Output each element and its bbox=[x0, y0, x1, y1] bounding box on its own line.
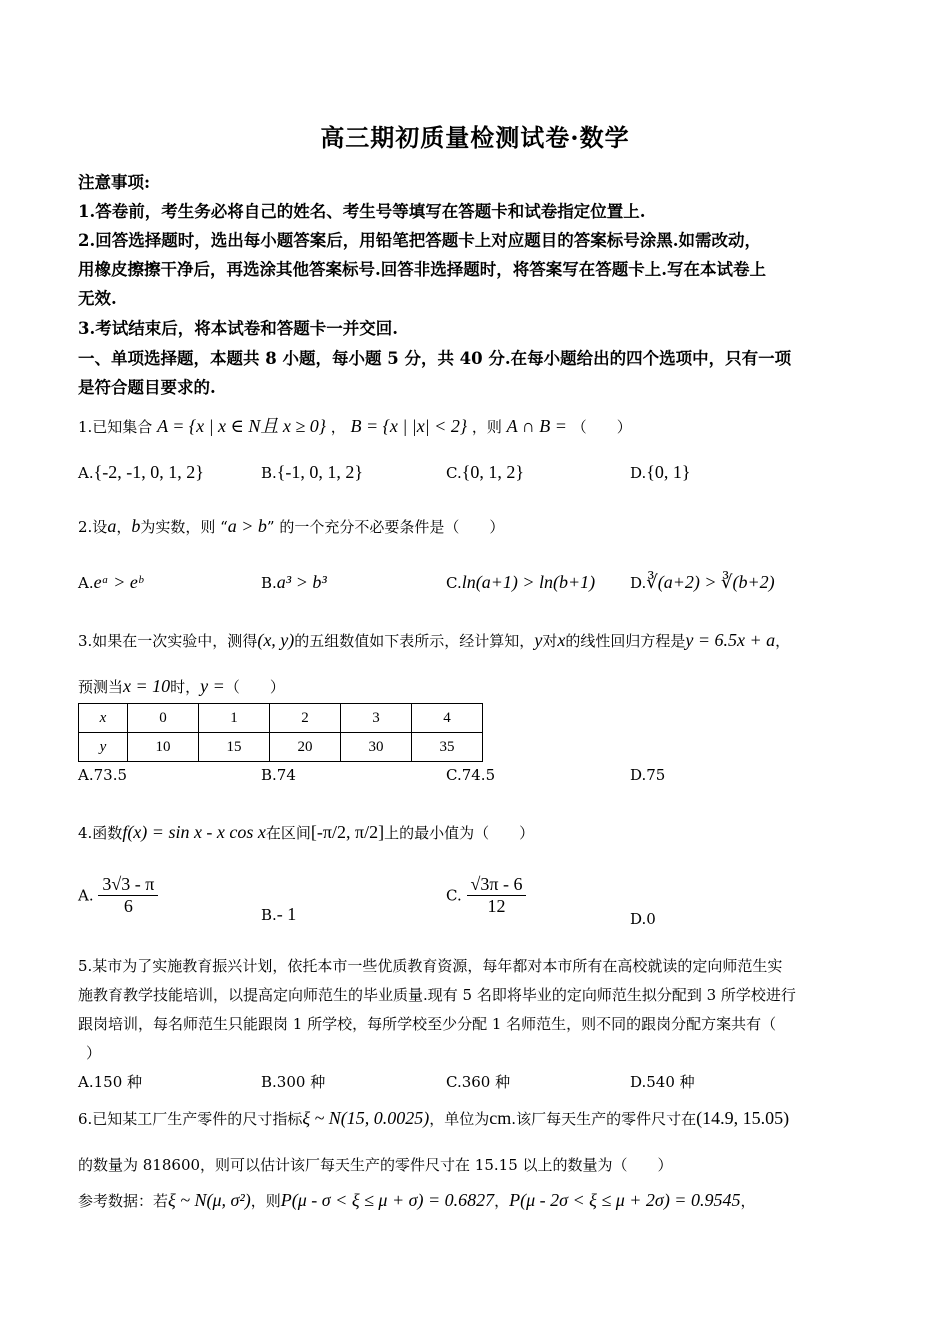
q2-option-c: C.ln(a+1) > ln(b+1) bbox=[446, 572, 596, 592]
q1-option-b: B.{-1, 0, 1, 2} bbox=[261, 462, 364, 482]
notice-item-1: 1.答卷前，考生务必将自己的姓名、考生号等填写在答题卡和试卷指定位置上. bbox=[78, 202, 646, 221]
q3-option-d: D.75 bbox=[630, 766, 666, 784]
question-3-line-1: 3.如果在一次实验中，测得(x, y)的五组数值如下表所示，经计算知，y对x的线性回归方程是y = 6.5x + a， bbox=[78, 630, 791, 650]
q2-option-a: A.eᵃ > eᵇ bbox=[78, 572, 143, 592]
function-expr: f(x) = sin x - x cos x bbox=[122, 822, 266, 842]
q3-option-c: C.74.5 bbox=[446, 766, 496, 784]
q4-option-c: C. $\frac{√3\pi - 6}{12}$ bbox=[446, 874, 526, 917]
q5-option-d: D.540 种 bbox=[630, 1073, 695, 1091]
question-5-line-3: 跟岗培训，每名师范生只能跟岗 1 所学校，每所学校至少分配 1 名师范生，则不同的跟岗分配方案共有（ bbox=[78, 1015, 777, 1033]
question-5-line-4: ） bbox=[86, 1044, 102, 1062]
q5-option-b: B.300 种 bbox=[261, 1073, 326, 1091]
q4-option-d: D.0 bbox=[630, 910, 656, 928]
q3-option-b: B.74 bbox=[261, 766, 296, 784]
table-row: x 0 1 2 3 4 bbox=[79, 704, 483, 733]
question-5-line-1: 5.某市为了实施教育振兴计划，依托本市一些优质教育资源，每年都对本市所有在高校就读的定向师范生实 bbox=[78, 957, 783, 975]
question-5-line-2: 施教育教学技能培训，以提高定向师范生的毕业质量.现有 5 名即将毕业的定向师范生拟分配到 3 所学校进行 bbox=[78, 986, 796, 1004]
question-6-line-1: 6.已知某工厂生产零件的尺寸指标ξ ~ N(15, 0.0025)，单位为cm.该厂每天生产的零件尺寸在(14.9, 15.05) bbox=[78, 1108, 790, 1128]
regression-equation: y = 6.5x + a bbox=[685, 630, 776, 650]
set-a-expr: A = {x | x ∈ N且 x ≥ 0} bbox=[157, 416, 326, 436]
probability-2: P(μ - 2σ < ξ ≤ μ + 2σ) = 0.9545 bbox=[509, 1190, 741, 1210]
q2-option-d: D.∛(a+2) > ∛(b+2) bbox=[630, 572, 775, 592]
question-2: 2.设a，b为实数，则 “a > b” 的一个充分不必要条件是（ ） bbox=[78, 516, 505, 536]
question-4: 4.函数f(x) = sin x - x cos x在区间[-π/2, π/2]上的最小值为（ ） bbox=[78, 822, 535, 842]
q1-option-c: C.{0, 1, 2} bbox=[446, 462, 524, 482]
page-title: 高三期初质量检测试卷·数学 bbox=[320, 123, 630, 152]
question-1: 1.已知集合 A = {x | x ∈ N且 x ≥ 0} ， B = {x | |x| < 2} ，则 A ∩ B = （ ） bbox=[78, 416, 632, 436]
distribution-expr: ξ ~ N(15, 0.0025) bbox=[302, 1108, 430, 1128]
probability-1: P(μ - σ < ξ ≤ μ + σ) = 0.6827 bbox=[280, 1190, 495, 1210]
question-6-reference: 参考数据：若ξ ~ N(μ, σ²)，则P(μ - σ < ξ ≤ μ + σ) = 0.6827，P(μ - 2σ < ξ ≤ μ + 2σ) = 0.9545， bbox=[78, 1190, 756, 1210]
intersection-expr: A ∩ B = bbox=[506, 416, 567, 436]
interval-expr: [-π/2, π/2] bbox=[310, 822, 385, 842]
notice-item-3: 3.考试结束后，将本试卷和答题卡一并交回. bbox=[78, 319, 398, 338]
size-range: (14.9, 15.05) bbox=[696, 1108, 790, 1128]
section-1-heading-line-1: 一、单项选择题，本题共 8 小题，每小题 5 分，共 40 分.在每小题给出的四个选项中，只有一项 bbox=[78, 349, 792, 368]
q5-option-c: C.360 种 bbox=[446, 1073, 511, 1091]
q4-option-b: B.- 1 bbox=[261, 904, 297, 924]
question-3-line-2: 预测当x = 10时，y =（ ） bbox=[78, 676, 285, 696]
condition-expr: a > b bbox=[227, 516, 267, 536]
q4-option-a: A. $\frac{3√3 - \pi}{6}$ bbox=[78, 874, 158, 917]
data-table bbox=[78, 703, 483, 762]
q3-option-a: A.73.5 bbox=[78, 766, 128, 784]
q2-option-b: B.a³ > b³ bbox=[261, 572, 327, 592]
section-1-heading-line-2: 是符合题目要求的. bbox=[78, 378, 216, 397]
question-6-line-2: 的数量为 818600，则可以估计该厂每天生产的零件尺寸在 15.15 以上的数量为（ ） bbox=[78, 1156, 673, 1174]
set-b-expr: B = {x | |x| < 2} bbox=[350, 416, 468, 436]
notice-item-2-line-3: 无效. bbox=[78, 289, 117, 308]
q1-option-a: A.{-2, -1, 0, 1, 2} bbox=[78, 462, 204, 482]
table-row: y 10 15 20 30 35 bbox=[79, 733, 483, 762]
q5-option-a: A.150 种 bbox=[78, 1073, 143, 1091]
notice-item-2-line-2: 用橡皮擦擦干净后，再选涂其他答案标号.回答非选择题时，将答案写在答题卡上.写在本试卷上 bbox=[78, 260, 766, 279]
notice-heading: 注意事项: bbox=[78, 173, 151, 192]
q1-option-d: D.{0, 1} bbox=[630, 462, 691, 482]
notice-item-2-line-1: 2.回答选择题时，选出每小题答案后，用铅笔把答题卡上对应题目的答案标号涂黑.如需改动， bbox=[78, 231, 761, 250]
